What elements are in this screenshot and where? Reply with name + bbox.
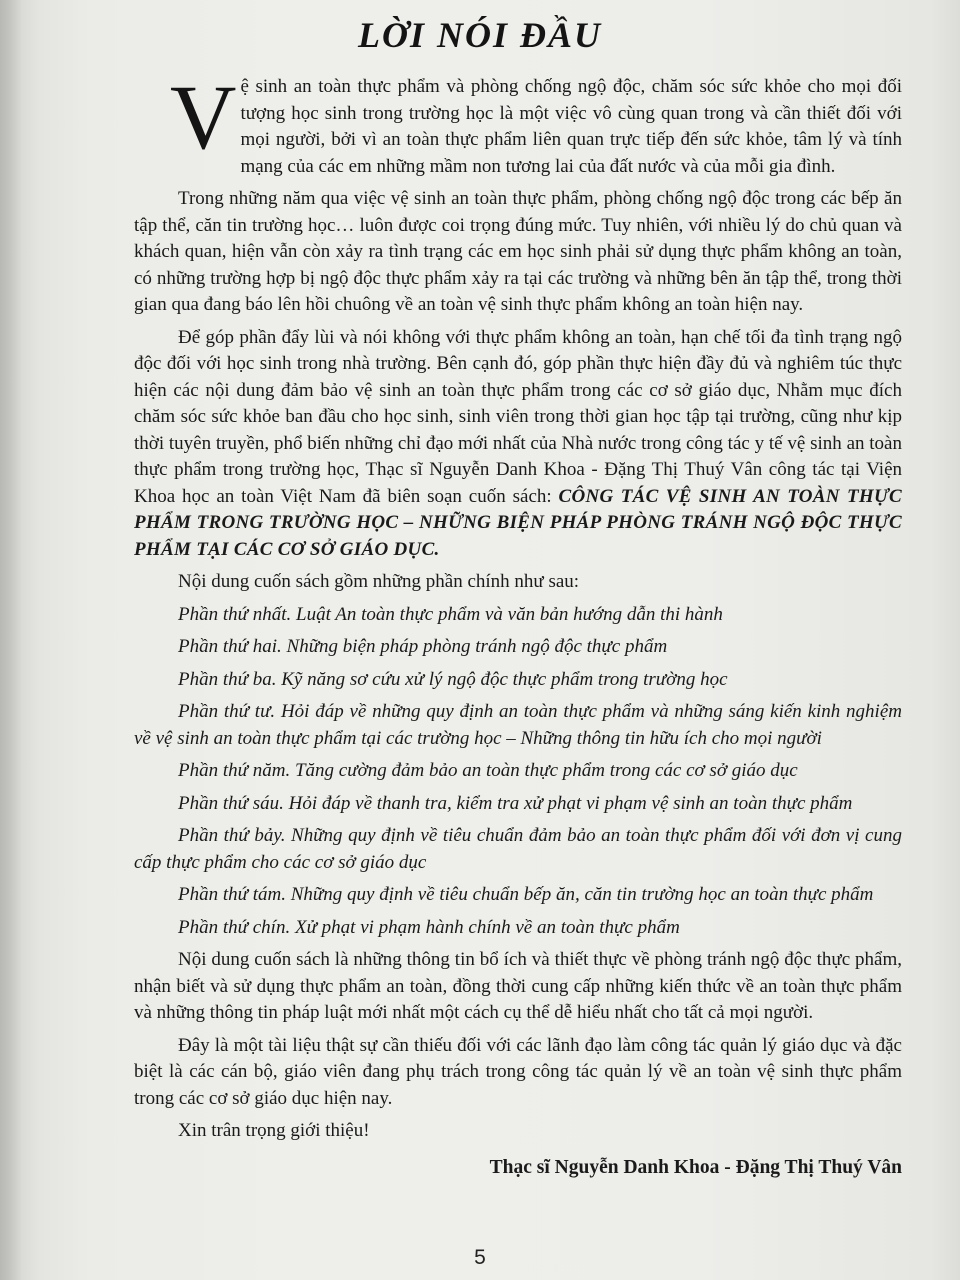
paragraph-3 [134, 325, 902, 564]
part-item: Phần thứ bảy. Những quy định về tiêu chuẩn đảm bảo an toàn thực phẩm đối với đơn vị cung cấp thực phẩm cho các cơ sở giáo dục [134, 825, 902, 873]
part-item: Phần thứ năm. Tăng cường đảm bảo an toàn thực phẩm trong các cơ sở giáo dục [178, 760, 798, 781]
contents-intro: Nội dung cuốn sách gồm những phần chính như sau: [178, 571, 580, 592]
body-text [134, 66, 902, 1187]
part-item: Phần thứ tư. Hỏi đáp về những quy định an toàn thực phẩm và những sáng kiến kinh nghiệm về vệ sinh an toàn thực phẩm tại các trường học – Những thông tin hữu ích cho mọi người [134, 701, 902, 749]
part-item: Phần thứ hai. Những biện pháp phòng tránh ngộ độc thực phẩm [178, 636, 668, 657]
paragraph-4: Nội dung cuốn sách là những thông tin bổ ích và thiết thực về phòng tránh ngộ độc thực phẩm, nhận biết và sử dụng thực phẩm an toàn, đồng thời cung cấp những kiến thức về an toàn thực phẩm và những thông tin pháp luật mới nhất một cách cụ thể dễ hiểu nhất cho tất cả mọi người. [134, 949, 902, 1023]
book-title: CÔNG TÁC VỆ SINH AN TOÀN THỰC PHẨM TRONG TRƯỜNG HỌC – NHỮNG BIỆN PHÁP PHÒNG TRÁNH NGỘ ĐỘC THỰC PHẨM TẠI CÁC CƠ SỞ GIÁO DỤC. [134, 485, 902, 560]
binding-shadow [0, 0, 22, 1280]
paragraph-5: Đây là một tài liệu thật sự cần thiếu đối với các lãnh đạo làm công tác quản lý giáo dục và đặc biệt là các cán bộ, giáo viên đang phụ trách trong công tác quản lý về an toàn vệ sinh thực phẩm trong các cơ sở giáo dục hiện nay. [134, 1034, 902, 1109]
drop-cap-letter: V [170, 66, 237, 168]
part-item: Phần thứ chín. Xử phạt vi phạm hành chính về an toàn thực phẩm [178, 916, 680, 938]
part-item: Phần thứ tám. Những quy định về tiêu chuẩn bếp ăn, căn tin trường học an toàn thực phẩm [178, 884, 874, 905]
paragraph-3-text: Để góp phần đẩy lùi và nói không với thực phẩm không an toàn, hạn chế tối đa tình trạng ngộ độc đối với học sinh trong nhà trường. Bên cạnh đó, góp phần thực hiện đầy đủ và nghiêm túc thực hiện các nội dung đảm bảo vệ sinh an toàn thực phẩm trong các cơ sở giáo dục, Nhằm mục đích chăm sóc sức khỏe ban đầu cho học sinh, sinh viên trong thời gian học tập tại trường, cũng như kịp thời tuyên truyền, phổ biến những chỉ đạo mới nhất của Nhà nước trong công tác y tế vệ sinh an toàn thực phẩm trong trường học, Thạc sĩ Nguyễn Danh Khoa - Đặng Thị Thuý Vân công tác tại Viện Khoa học an toàn Việt Nam đã biên soạn cuốn sách: [134, 326, 902, 507]
page-title: LỜI NÓI ĐẦU [357, 15, 602, 55]
part-item: Phần thứ nhất. Luật An toàn thực phẩm và văn bản hướng dẫn thi hành [178, 603, 723, 625]
page-number: 5 [474, 1246, 486, 1269]
part-item: Phần thứ sáu. Hỏi đáp về thanh tra, kiểm tra xử phạt vi phạm vệ sinh an toàn thực phẩm [178, 792, 853, 814]
paragraph-2: Trong những năm qua việc vệ sinh an toàn thực phẩm, phòng chống ngộ độc trong các bếp ăn tập thể, căn tin trường học… luôn được coi trọng đúng mức. Tuy nhiên, với nhiều lý do chủ quan và khách quan, hiện vẫn còn xảy ra tình trạng các em học sinh phải sử dụng thực phẩm không an toàn, có những trường hợp bị ngộ độc thực phẩm xảy ra tại các trường và những bên ăn tập thể, trong thời gian qua đang báo lên hồi chuông về an toàn vệ sinh thực phẩm không an toàn hiện nay. [134, 188, 902, 315]
paragraph-intro-text: ệ sinh an toàn thực phẩm và phòng chống ngộ độc, chăm sóc sức khỏe cho mọi đối tượng học sinh trong trường học là một việc vô cùng quan trong và cần thiết đối với mọi người, bởi vì an toàn thực phẩm liên quan trực tiếp đến sức khỏe, tâm lý và tính mạng của các em những mầm non tương lai của đất nước và của mỗi gia đình. [240, 76, 902, 177]
paragraph-intro [134, 66, 902, 180]
part-item: Phần thứ ba. Kỹ năng sơ cứu xử lý ngộ độc thực phẩm trong trường học [178, 668, 728, 690]
closing-line: Xin trân trọng giới thiệu! [178, 1120, 370, 1141]
author-signature: Thạc sĩ Nguyễn Danh Khoa - Đặng Thị Thuý Vân [489, 1156, 902, 1178]
